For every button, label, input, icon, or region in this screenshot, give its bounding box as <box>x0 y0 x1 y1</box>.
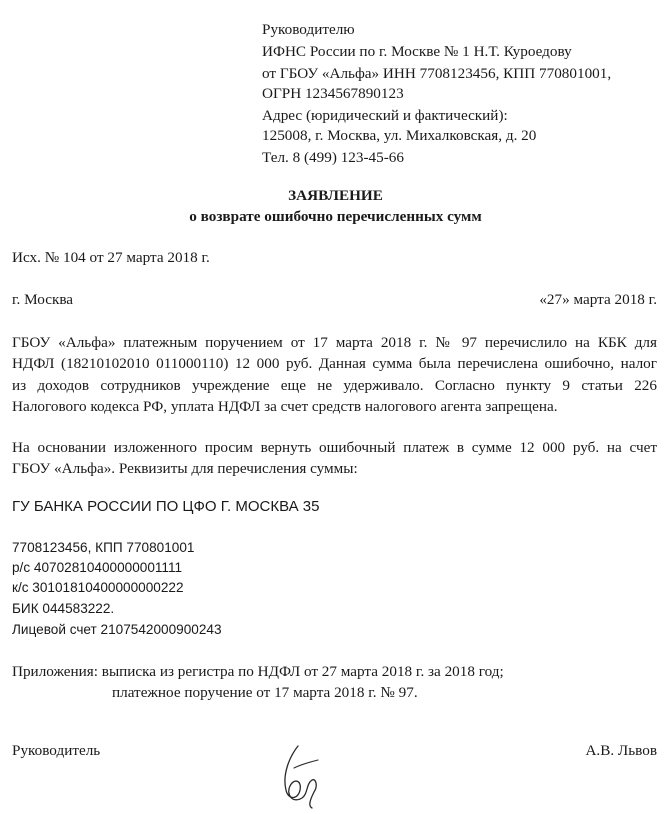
paragraph-1-line: из доходов сотрудников учреждение еще не удерживало. Согласно пункту 9 статьи 226 <box>12 377 657 394</box>
document-date: «27» марта 2018 г. <box>539 291 657 308</box>
paragraph-1-line: Налогового кодекса РФ, уплата НДФЛ за счет средств налогового агента запрещена. <box>12 398 558 415</box>
paragraph-1-line: НДФЛ (18210102010 011000110) 12 000 руб. Данная сумма была перечислена ошибочно, налог <box>12 355 657 372</box>
inn-kpp: 7708123456, КПП 770801001 <box>12 540 195 555</box>
signer-position: Руководитель <box>12 742 101 759</box>
attachments-line-2: платежное поручение от 17 марта 2018 г. № 97. <box>112 684 418 701</box>
place: г. Москва <box>12 291 74 308</box>
paragraph-1-line: ГБОУ «Альфа» платежным поручением от 17 марта 2018 г. № 97 перечислило на КБК для <box>12 334 657 351</box>
document-subtitle: о возврате ошибочно перечисленных сумм <box>189 208 482 225</box>
settlement-account: р/с 40702810400000001111 <box>12 560 183 575</box>
phone-line: Тел. 8 (499) 123-45-66 <box>262 149 404 166</box>
bank-name: ГУ БАНКА РОССИИ ПО ЦФО Г. МОСКВА 35 <box>12 498 320 515</box>
personal-account: Лицевой счет 2107542000900243 <box>12 622 222 637</box>
correspondent-account: к/с 30101810400000000222 <box>12 580 184 595</box>
address-line: 125008, г. Москва, ул. Михалковская, д. 20 <box>262 127 537 144</box>
handwritten-signature <box>268 738 332 810</box>
document-title: ЗАЯВЛЕНИЕ <box>288 187 383 204</box>
outgoing-reference: Исх. № 104 от 27 марта 2018 г. <box>12 249 210 266</box>
addressee-line-1: Руководителю <box>262 21 355 38</box>
attachments-line-1: Приложения: выписка из регистра по НДФЛ от 27 марта 2018 г. за 2018 год; <box>12 663 504 680</box>
address-label: Адрес (юридический и фактический): <box>262 107 508 124</box>
ogrn-line: ОГРН 1234567890123 <box>262 85 404 102</box>
addressee-line-2: ИФНС России по г. Москве № 1 Н.Т. Куроедову <box>262 43 572 60</box>
paragraph-2-line: ГБОУ «Альфа». Реквизиты для перечисления суммы: <box>12 460 358 477</box>
sender-line: от ГБОУ «Альфа» ИНН 7708123456, КПП 770801001, <box>262 65 612 82</box>
paragraph-2-line: На основании изложенного просим вернуть ошибочный платеж в сумме 12 000 руб. на счет <box>12 439 657 456</box>
signer-name: А.В. Львов <box>585 742 657 759</box>
bik: БИК 044583222. <box>12 601 115 616</box>
